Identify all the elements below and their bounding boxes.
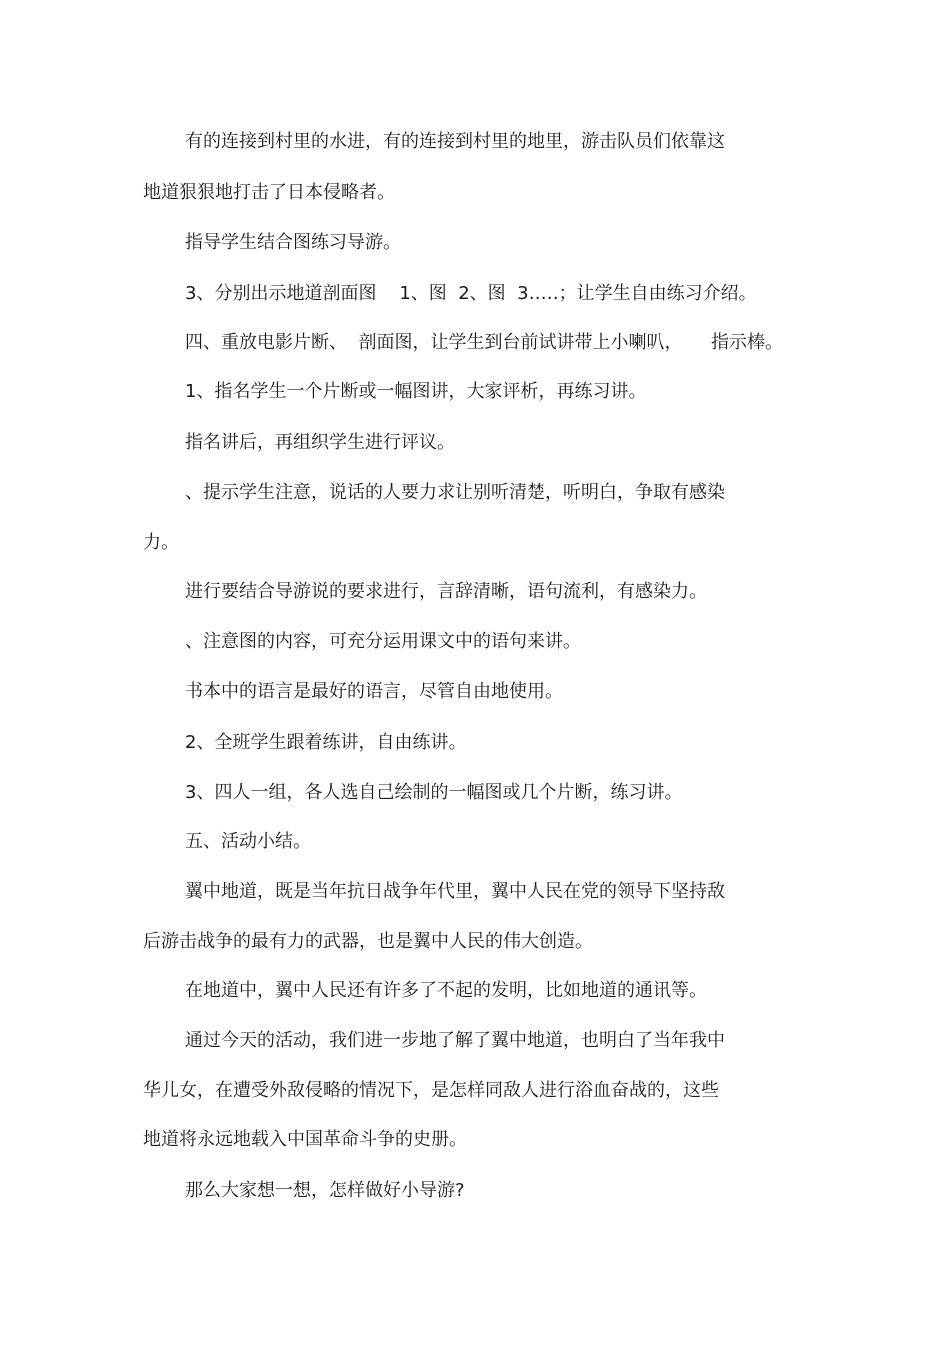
paragraph-line: 有的连接到村里的水进，有的连接到村里的地里，游击队员们依靠这 [185, 131, 725, 152]
paragraph-line: 1、指名学生一个片断或一幅图讲，大家评析，再练习讲。 [185, 381, 647, 402]
paragraph-line: 在地道中，翼中人民还有许多了不起的发明，比如地道的通讯等。 [185, 980, 707, 1001]
paragraph-line: 3、分别出示地道剖面图 1、图 2、图 3…‥；让学生自由练习介绍。 [185, 283, 757, 304]
paragraph-line: 2、全班学生跟着练讲，自由练讲。 [185, 732, 467, 753]
paragraph-line: 书本中的语言是最好的语言，尽管自由地使用。 [185, 681, 563, 702]
paragraph-line: 、提示学生注意，说话的人要力求让别听清楚，听明白，争取有感染 [185, 482, 725, 503]
paragraph-line: 进行要结合导游说的要求进行，言辞清晰，语句流利，有感染力。 [185, 581, 707, 602]
paragraph-line: 华儿女，在遭受外敌侵略的情况下，是怎样同敌人进行浴血奋战的，这些 [143, 1080, 719, 1101]
paragraph-line: 地道狠狠地打击了日本侵略者。 [143, 182, 395, 203]
paragraph-line: 翼中地道，既是当年抗日战争年代里，翼中人民在党的领导下坚持敌 [185, 881, 725, 902]
paragraph-line: 指导学生结合图练习导游。 [185, 232, 401, 253]
paragraph-line: 那么大家想一想，怎样做好小导游? [185, 1180, 465, 1201]
paragraph-line: 四、重放电影片断、 剖面图，让学生到台前试讲带上小喇叭， 指示棒。 [185, 332, 784, 353]
paragraph-line: 指名讲后，再组织学生进行评议。 [185, 432, 455, 453]
paragraph-line: 五、活动小结。 [185, 831, 311, 852]
paragraph-line: 后游击战争的最有力的武器，也是翼中人民的伟大创造。 [143, 931, 593, 952]
paragraph-line: 地道将永远地载入中国革命斗争的史册。 [143, 1129, 467, 1150]
paragraph-line: 力。 [143, 532, 179, 553]
paragraph-line: 通过今天的活动，我们进一步地了解了翼中地道，也明白了当年我中 [185, 1030, 725, 1051]
paragraph-line: 、注意图的内容，可充分运用课文中的语句来讲。 [185, 631, 581, 652]
paragraph-line: 3、四人一组，各人选自己绘制的一幅图或几个片断，练习讲。 [185, 782, 683, 803]
